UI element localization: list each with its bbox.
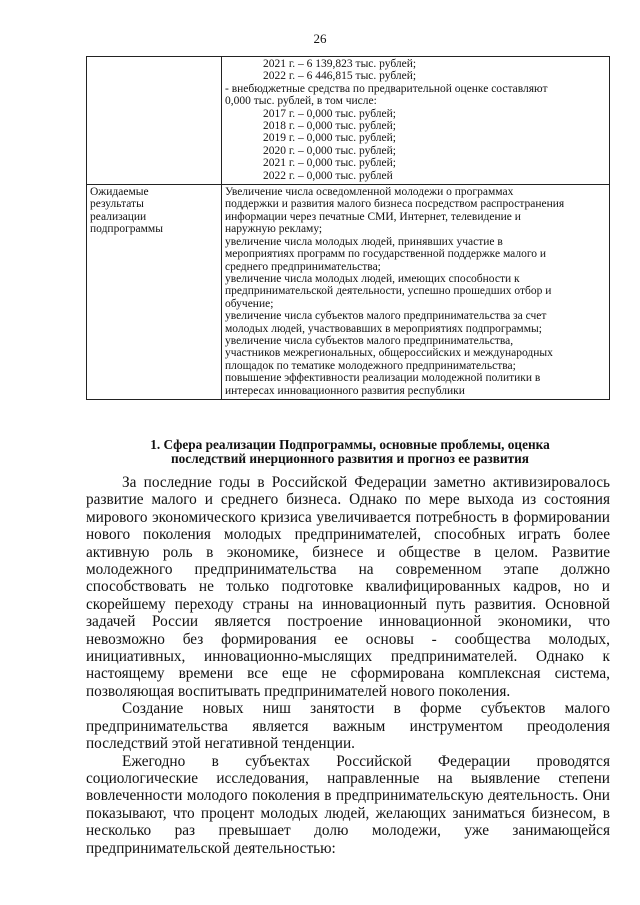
result-line: наружную рекламу; bbox=[225, 223, 323, 236]
label-line: реализации bbox=[90, 210, 147, 223]
section-heading bbox=[90, 438, 610, 466]
result-line: повышение эффективности реализации молодежной политики в bbox=[225, 372, 541, 385]
result-line: увеличение числа молодых людей, принявших участие в bbox=[225, 235, 503, 248]
result-line: среднего предпринимательства; bbox=[225, 260, 381, 273]
paragraph: Создание новых ниш занятости в форме субъектов малого предпринимательства является важным инструментом преодоления последствий этой негативной тенденции. bbox=[86, 700, 610, 753]
label-line: Ожидаемые bbox=[90, 186, 149, 199]
label-line: результаты bbox=[90, 198, 144, 211]
funding-line: 2019 г. – 0,000 тыс. рублей; bbox=[263, 132, 396, 145]
funding-line: 2018 г. – 0,000 тыс. рублей; bbox=[263, 120, 396, 133]
funding-row bbox=[87, 57, 610, 185]
result-line: площадок по тематике молодежного предпринимательства; bbox=[225, 359, 516, 372]
result-line: обучение; bbox=[225, 297, 274, 310]
result-line: увеличение числа субъектов малого предпринимательства за счет bbox=[225, 310, 547, 323]
funding-label-cell bbox=[87, 57, 222, 185]
funding-line: 2021 г. – 6 139,823 тыс. рублей; bbox=[263, 58, 417, 70]
funding-value-cell bbox=[222, 57, 610, 185]
body-text bbox=[86, 474, 610, 857]
result-line: поддержки и развития малого бизнеса посредством распространения bbox=[225, 198, 565, 211]
label-line: подпрограммы bbox=[90, 223, 163, 236]
funding-line: 2022 г. – 6 446,815 тыс. рублей; bbox=[263, 70, 417, 83]
funding-line: - внебюджетные средства по предварительной оценке составляют bbox=[225, 82, 548, 95]
result-line: молодых людей, участвовавших в мероприятиях подпрограммы; bbox=[225, 322, 542, 335]
paragraph: За последние годы в Российской Федерации заметно активизировалось развитие малого и среднего бизнеса. Однако по мере выхода из состояния мирового экономического кризиса увеличивается потребность в формировании нового поколения молодых предпринимателей, способных играть более активную роль в экономике, бизнесе и обществе в целом. Развитие молодежного предпринимательства на современном этапе должно способствовать не только подготовке квалифицированных кадров, но и скорейшему переходу страны на инновационный путь развития. Основной задачей России является построение инновационной экономики, что невозможно без формирования ее основы - сообщества молодых, инициативных, инновационно-мыслящих предпринимателей. Однако к настоящему времени все еще не сформирована комплексная система, позволяющая воспитывать предпринимателей нового поколения. bbox=[86, 474, 610, 700]
expected-results-label bbox=[87, 185, 222, 400]
result-line: участников межрегиональных, общероссийских и международных bbox=[225, 347, 553, 360]
subprogram-passport-table bbox=[86, 56, 610, 400]
section-heading-line: последствий инерционного развития и прогноз ее развития bbox=[170, 451, 530, 466]
result-line: увеличение числа молодых людей, имеющих способности к bbox=[225, 272, 520, 285]
result-line: мероприятиях программ по государственной поддержке малого и bbox=[225, 248, 547, 261]
result-line: информации через печатные СМИ, Интернет, телевидение и bbox=[225, 210, 521, 223]
result-line: увеличение числа субъектов малого предпринимательства, bbox=[225, 334, 514, 347]
result-line: интересах инновационного развития республики bbox=[225, 384, 465, 397]
section-heading-line: 1. Сфера реализации Подпрограммы, основные проблемы, оценка bbox=[150, 437, 550, 452]
funding-line: 2020 г. – 0,000 тыс. рублей; bbox=[263, 144, 396, 157]
result-line: Увеличение числа осведомленной молодежи о программах bbox=[225, 186, 514, 199]
funding-line: 2017 г. – 0,000 тыс. рублей; bbox=[263, 107, 396, 120]
expected-results-row bbox=[87, 185, 610, 400]
page-number: 26 bbox=[313, 31, 327, 46]
funding-line: 0,000 тыс. рублей, в том числе: bbox=[225, 95, 377, 108]
funding-line: 2022 г. – 0,000 тыс. рублей bbox=[263, 169, 393, 182]
expected-results-value bbox=[222, 185, 610, 400]
paragraph: Ежегодно в субъектах Российской Федерации проводятся социологические исследования, направленные на выявление степени вовлеченности молодого поколения в предпринимательскую деятельность. Они показывают, что процент молодых людей, желающих заниматься бизнесом, в несколько раз превышает долю молодежи, уже занимающейся предпринимательской деятельностью: bbox=[86, 752, 610, 857]
result-line: предпринимательской деятельности, успешно прошедших отбор и bbox=[225, 285, 552, 298]
funding-line: 2021 г. – 0,000 тыс. рублей; bbox=[263, 157, 396, 170]
